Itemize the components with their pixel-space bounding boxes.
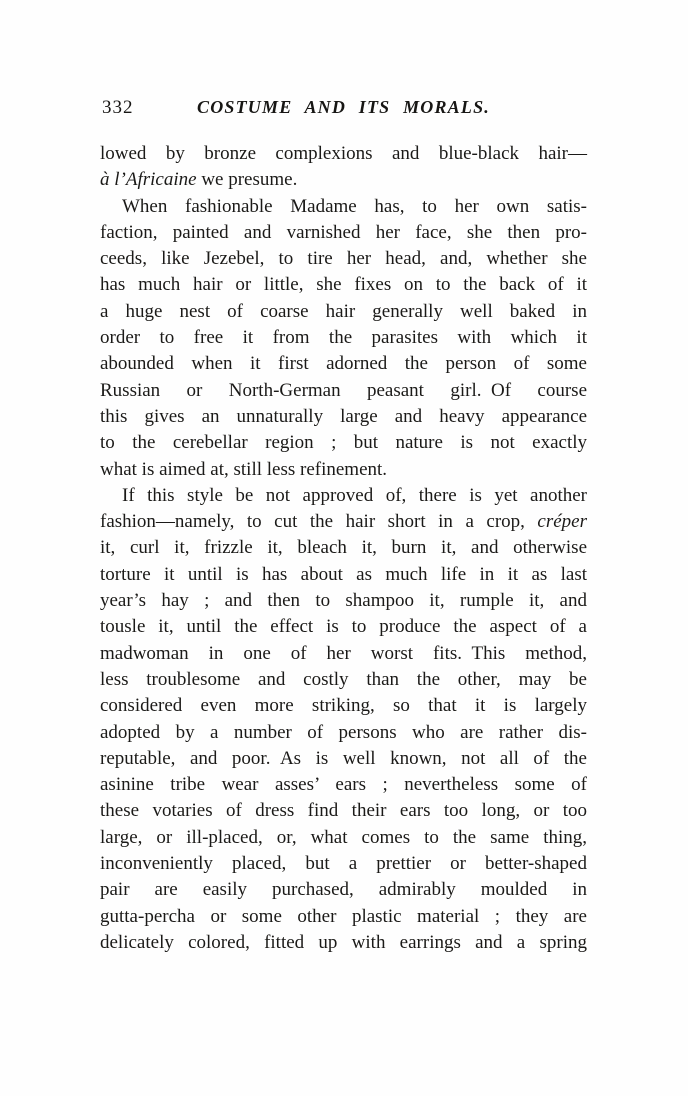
- text-line: [100, 562, 587, 588]
- text-line: [100, 404, 587, 430]
- text-segment: torture it until is has about as much life in it as last: [100, 563, 587, 585]
- text-segment: gutta-percha or some other plastic material ; they are: [100, 905, 587, 927]
- text-segment: faction, painted and varnished her face, she then pro-: [100, 221, 587, 243]
- text-segment: If this style be not approved of, there is yet another: [122, 484, 587, 506]
- text-segment: delicately colored, fitted up with earrings and a spring: [100, 931, 587, 953]
- text-line: [100, 378, 587, 404]
- text-line: [100, 877, 587, 903]
- text-segment: these votaries of dress find their ears too long, or too: [100, 800, 587, 822]
- text-segment: pair are easily purchased, admirably moulded in: [100, 879, 587, 901]
- text-segment: reputable, and poor. As is well known, not all of the: [100, 747, 587, 769]
- text-line: [100, 535, 587, 561]
- text-line: [100, 141, 587, 167]
- text-segment: year’s hay ; and then to shampoo it, rumple it, and: [100, 590, 587, 612]
- text-segment: Russian or North-German peasant girl. Of course: [100, 379, 587, 401]
- text-line: [100, 220, 587, 246]
- text-line: [100, 746, 587, 772]
- text-segment: adopted by a number of persons who are rather dis-: [100, 721, 587, 743]
- text-line: [100, 720, 587, 746]
- text-segment: it, curl it, frizzle it, bleach it, burn it, and otherwise: [100, 537, 587, 559]
- text-segment: considered even more striking, so that it is largely: [100, 695, 587, 717]
- text-segment: order to free it from the parasites with which it: [100, 327, 587, 349]
- text-line: [100, 430, 587, 456]
- text-line: [100, 851, 587, 877]
- text-line: [100, 272, 587, 298]
- text-segment: fashion—namely, to cut the hair short in a crop,: [100, 511, 538, 533]
- text-line: [100, 930, 587, 956]
- text-segment: asinine tribe wear asses’ ears ; nevertheless some of: [100, 774, 587, 796]
- text-line: [100, 246, 587, 272]
- text-segment: has much hair or little, she fixes on to the back of it: [100, 274, 587, 296]
- text-segment: lowed by bronze complexions and blue-black hair—: [100, 143, 587, 164]
- text-line: [100, 194, 587, 220]
- running-header: [100, 97, 587, 121]
- text-segment: what is aimed at, still less refinement.: [100, 458, 388, 480]
- text-segment: to the cerebellar region ; but nature is not exactly: [100, 432, 587, 454]
- text-line: [100, 299, 587, 325]
- text-line: [100, 351, 587, 377]
- italic-text: créper: [537, 511, 587, 533]
- text-line: [100, 588, 587, 614]
- text-segment: large, or ill-placed, or, what comes to the same thing,: [100, 826, 587, 848]
- text-segment: less troublesome and costly than the other, may be: [100, 668, 587, 690]
- text-segment: ceeds, like Jezebel, to tire her head, and, whether she: [100, 248, 587, 270]
- text-line: [100, 772, 587, 798]
- text-segment: abounded when it first adorned the person of some: [100, 353, 587, 375]
- text-line: [100, 483, 587, 509]
- text-segment: tousle it, until the effect is to produce the aspect of a: [100, 616, 587, 638]
- text-line: [100, 167, 587, 193]
- text-line: [100, 667, 587, 693]
- text-line: [100, 457, 587, 483]
- text-segment: madwoman in one of her worst fits. This method,: [100, 642, 587, 664]
- text-line: [100, 509, 587, 535]
- text-line: [100, 325, 587, 351]
- text-line: [100, 825, 587, 851]
- text-line: [100, 798, 587, 824]
- text-segment: this gives an unnaturally large and heavy appearance: [100, 405, 587, 427]
- text-segment: inconveniently placed, but a prettier or better-shaped: [100, 853, 587, 875]
- italic-text: à l’Africaine: [100, 169, 197, 191]
- running-title: COSTUME AND ITS MORALS.: [197, 97, 490, 117]
- text-line: [100, 641, 587, 667]
- body-text: [100, 141, 587, 956]
- text-segment: a huge nest of coarse hair generally well baked in: [100, 300, 587, 322]
- text-line: [100, 693, 587, 719]
- page-number: 332: [102, 97, 134, 118]
- text-line: [100, 904, 587, 930]
- text-line: [100, 614, 587, 640]
- text-segment: When fashionable Madame has, to her own satis-: [122, 195, 587, 217]
- text-segment: we presume.: [196, 169, 298, 191]
